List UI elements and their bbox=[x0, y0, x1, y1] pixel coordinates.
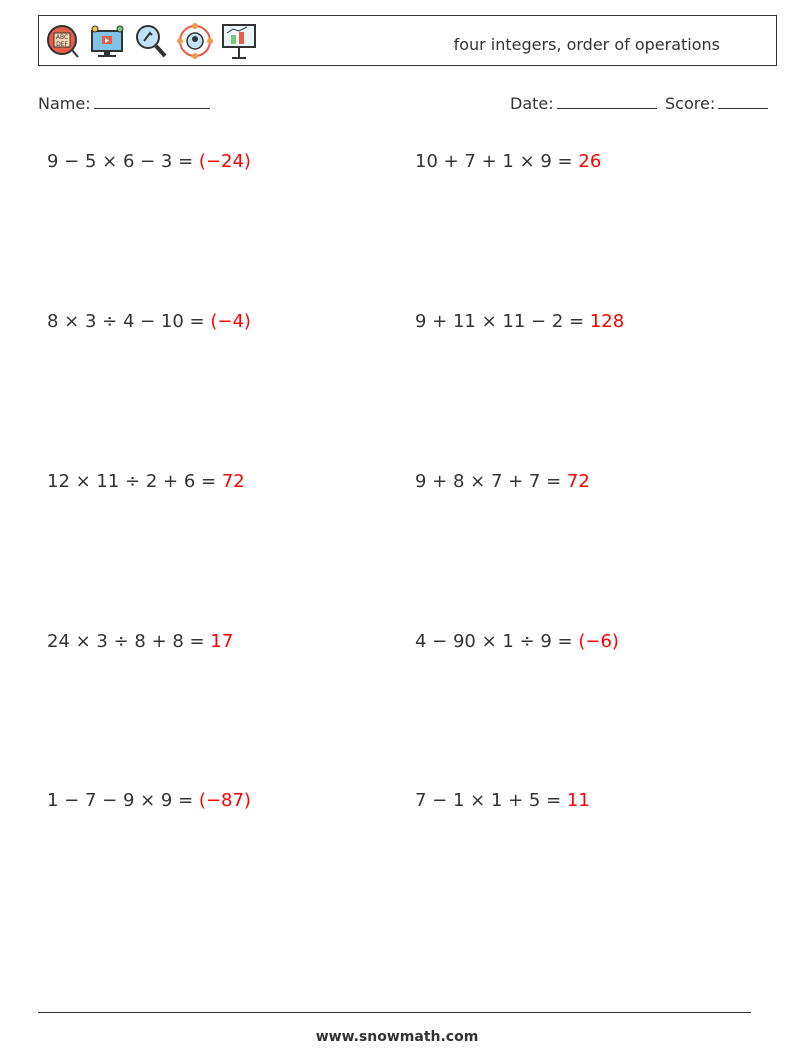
score-blank bbox=[718, 92, 768, 109]
problem-5 bbox=[47, 471, 245, 492]
problem-expression: 9 − 5 × 6 − 3 = bbox=[47, 151, 199, 172]
score-field bbox=[665, 92, 768, 113]
problem-expression: 9 + 8 × 7 + 7 = bbox=[415, 471, 567, 492]
worksheet-title: four integers, order of operations bbox=[453, 35, 720, 54]
svg-text:ABC: ABC bbox=[55, 34, 69, 41]
problem-expression: 7 − 1 × 1 + 5 = bbox=[415, 790, 567, 811]
problem-answer: (−6) bbox=[578, 631, 619, 652]
problem-expression: 4 − 90 × 1 ÷ 9 = bbox=[415, 631, 579, 652]
worksheet-header bbox=[38, 15, 777, 66]
people-network-icon bbox=[177, 21, 213, 61]
svg-text:DEF: DEF bbox=[56, 41, 68, 48]
problem-2 bbox=[415, 151, 601, 172]
problem-answer: 17 bbox=[210, 631, 234, 652]
video-monitor-icon bbox=[89, 21, 125, 61]
problem-7 bbox=[47, 631, 233, 652]
problem-answer: 128 bbox=[589, 311, 625, 332]
problem-expression: 8 × 3 ÷ 4 − 10 = bbox=[47, 311, 211, 332]
problem-9 bbox=[47, 790, 251, 811]
date-field bbox=[510, 92, 657, 113]
abc-magnifier-icon bbox=[45, 21, 81, 61]
date-blank bbox=[557, 92, 657, 109]
footer-divider bbox=[38, 1012, 751, 1013]
problem-3 bbox=[47, 311, 251, 332]
problem-answer: (−87) bbox=[198, 790, 251, 811]
problem-1 bbox=[47, 151, 251, 172]
score-label: Score: bbox=[665, 94, 716, 113]
problem-answer: 26 bbox=[578, 151, 602, 172]
problem-8 bbox=[415, 631, 619, 652]
name-label: Name: bbox=[38, 94, 91, 113]
problem-expression: 10 + 7 + 1 × 9 = bbox=[415, 151, 579, 172]
problem-answer: 72 bbox=[566, 471, 590, 492]
footer-site-link[interactable]: www.snowmath.com bbox=[315, 1029, 479, 1045]
problem-expression: 1 − 7 − 9 × 9 = bbox=[47, 790, 199, 811]
problem-6 bbox=[415, 471, 590, 492]
magnifier-icon bbox=[133, 21, 169, 61]
date-label: Date: bbox=[510, 94, 554, 113]
problem-expression: 24 × 3 ÷ 8 + 8 = bbox=[47, 631, 211, 652]
problem-expression: 9 + 11 × 11 − 2 = bbox=[415, 311, 590, 332]
header-icons bbox=[45, 20, 257, 62]
problem-answer: 11 bbox=[566, 790, 590, 811]
name-field bbox=[38, 92, 210, 113]
problem-10 bbox=[415, 790, 590, 811]
name-blank bbox=[94, 92, 210, 109]
problem-expression: 12 × 11 ÷ 2 + 6 = bbox=[47, 471, 222, 492]
problem-answer: 72 bbox=[221, 471, 245, 492]
chart-board-icon bbox=[221, 21, 257, 61]
problem-answer: (−24) bbox=[198, 151, 251, 172]
problem-4 bbox=[415, 311, 624, 332]
problem-answer: (−4) bbox=[210, 311, 251, 332]
